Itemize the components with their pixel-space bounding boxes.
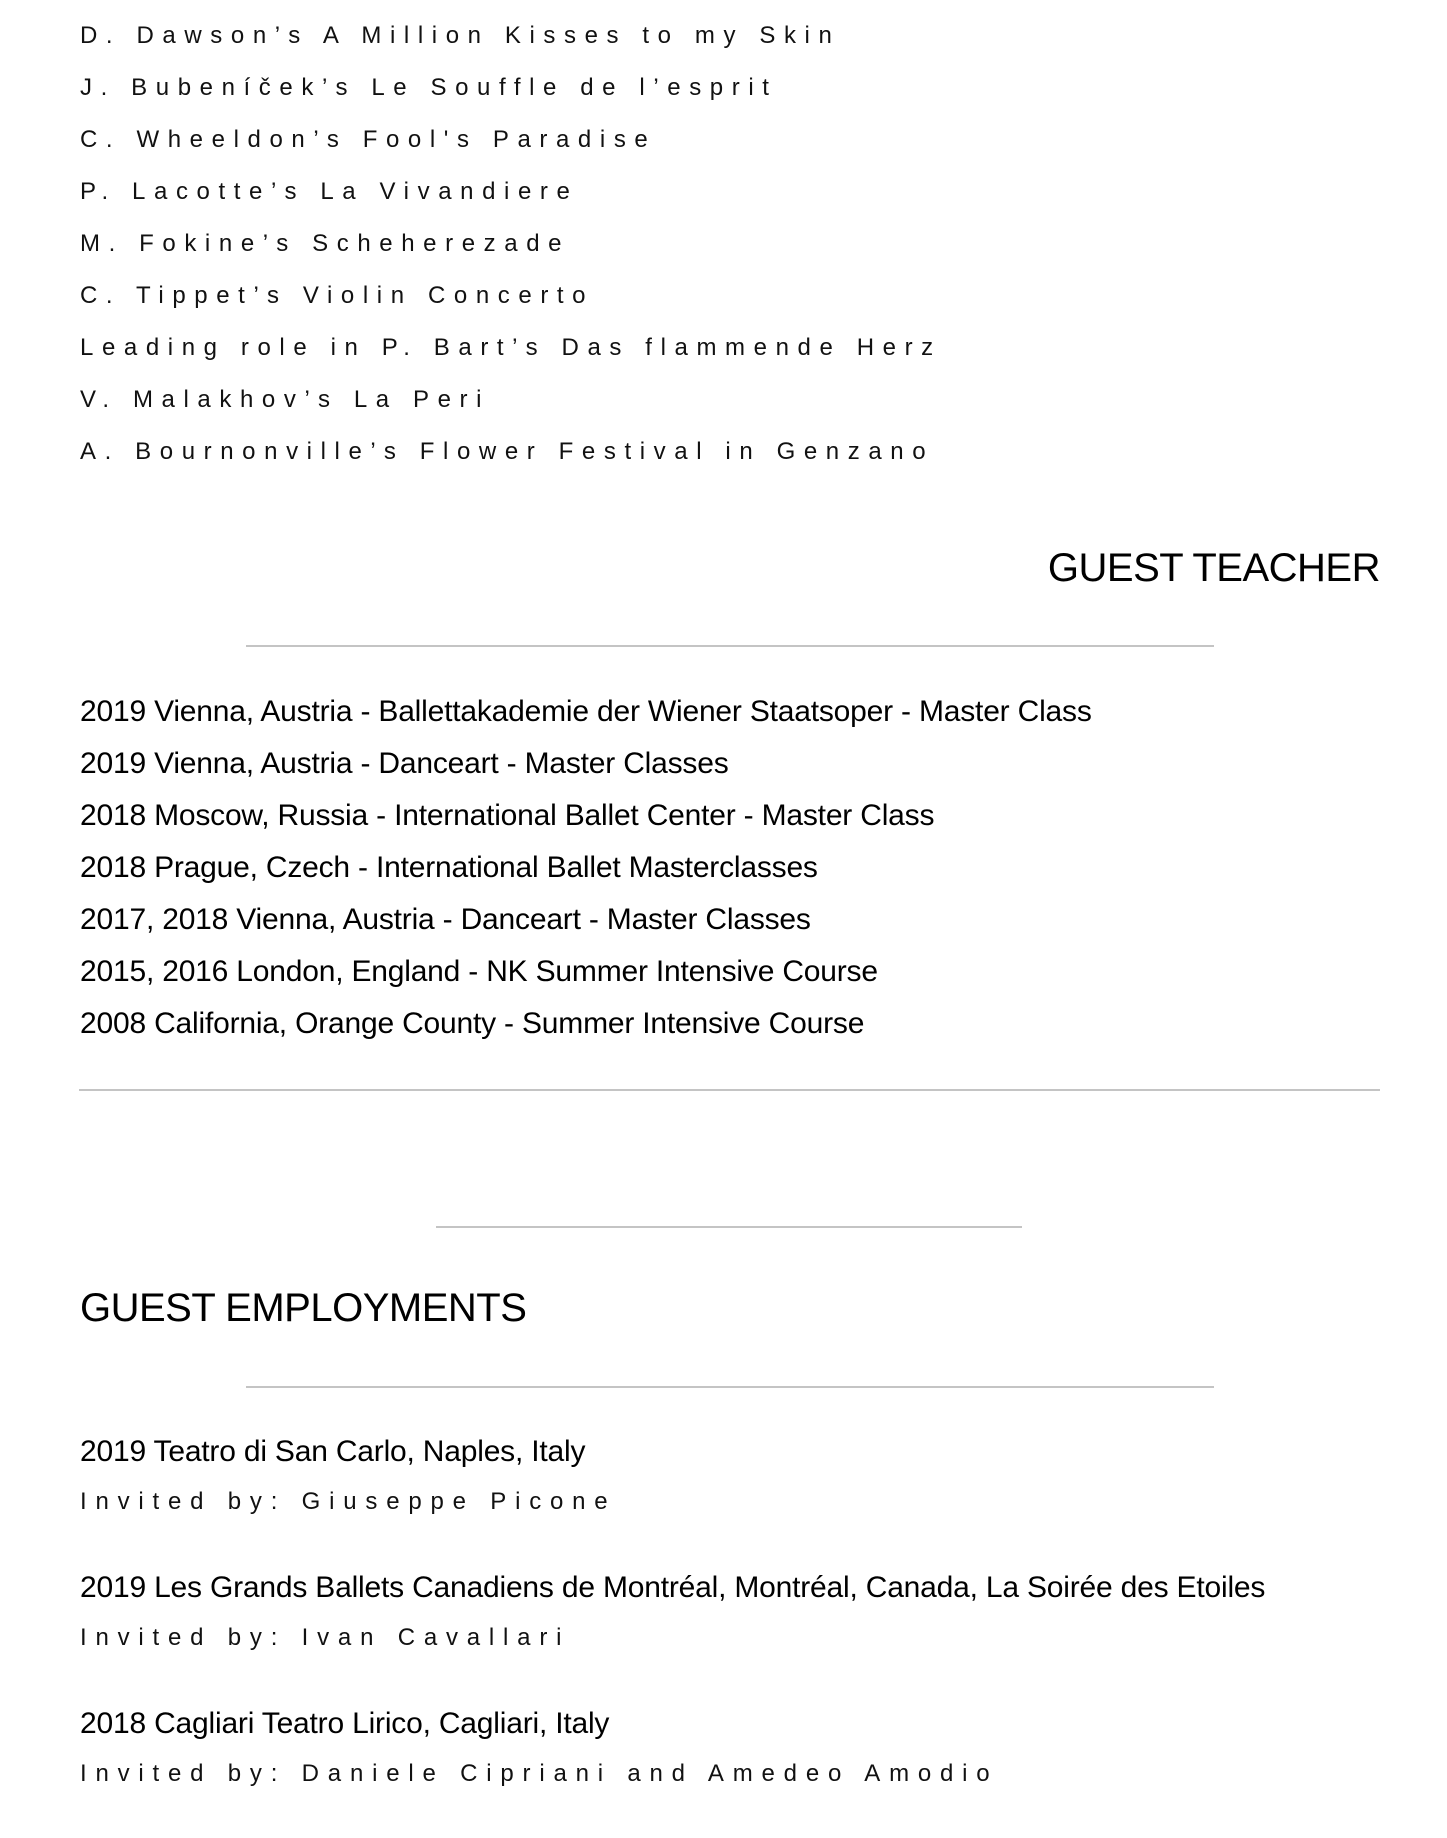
guest-employments-list (80, 1430, 1265, 1838)
divider (246, 1386, 1214, 1388)
employment-invited-by: Invited by: Daniele Cipriani and Amedeo Amodio (80, 1760, 999, 1787)
repertoire-item: A. Bournonville’s Flower Festival in Genzano (80, 438, 935, 465)
guest-teacher-item: 2019 Vienna, Austria - Ballettakademie der Wiener Staatsoper - Master Class (80, 695, 1092, 728)
divider (79, 1089, 1380, 1091)
guest-teacher-item: 2018 Moscow, Russia - International Ballet Center - Master Class (80, 799, 935, 832)
guest-teacher-item: 2018 Prague, Czech - International Ballet Masterclasses (80, 851, 818, 884)
divider (246, 645, 1214, 647)
guest-employments-heading: GUEST EMPLOYMENTS (80, 1286, 527, 1330)
repertoire-item: C. Wheeldon’s Fool's Paradise (80, 126, 657, 153)
repertoire-item: M. Fokine’s Scheherezade (80, 230, 571, 257)
guest-teacher-item: 2008 California, Orange County - Summer Intensive Course (80, 1007, 865, 1040)
repertoire-list (80, 18, 942, 486)
repertoire-item: D. Dawson’s A Million Kisses to my Skin (80, 22, 841, 49)
employment-invited-by: Invited by: Giuseppe Picone (80, 1488, 617, 1515)
employment-entry (80, 1430, 1265, 1566)
employment-place: 2019 Teatro di San Carlo, Naples, Italy (80, 1435, 586, 1468)
repertoire-item: Leading role in P. Bart’s Das flammende Herz (80, 334, 942, 361)
employment-entry (80, 1566, 1265, 1702)
divider (436, 1226, 1022, 1228)
employment-place: 2019 Les Grands Ballets Canadiens de Montréal, Montréal, Canada, La Soirée des Etoiles (80, 1571, 1266, 1604)
guest-teacher-item: 2017, 2018 Vienna, Austria - Danceart - Master Classes (80, 903, 811, 936)
guest-teacher-list (80, 690, 1092, 1054)
repertoire-item: P. Lacotte’s La Vivandiere (80, 178, 579, 205)
guest-teacher-heading: GUEST TEACHER (1047, 546, 1380, 590)
employment-entry (80, 1702, 1265, 1838)
repertoire-item: J. Bubeníček’s Le Souffle de l’esprit (80, 74, 778, 101)
repertoire-item: C. Tippet’s Violin Concerto (80, 282, 595, 309)
employment-place: 2018 Cagliari Teatro Lirico, Cagliari, Italy (80, 1707, 610, 1740)
employment-invited-by: Invited by: Ivan Cavallari (80, 1624, 571, 1651)
repertoire-item: V. Malakhov’s La Peri (80, 386, 491, 413)
guest-teacher-item: 2019 Vienna, Austria - Danceart - Master Classes (80, 747, 729, 780)
guest-teacher-item: 2015, 2016 London, England - NK Summer Intensive Course (80, 955, 878, 988)
